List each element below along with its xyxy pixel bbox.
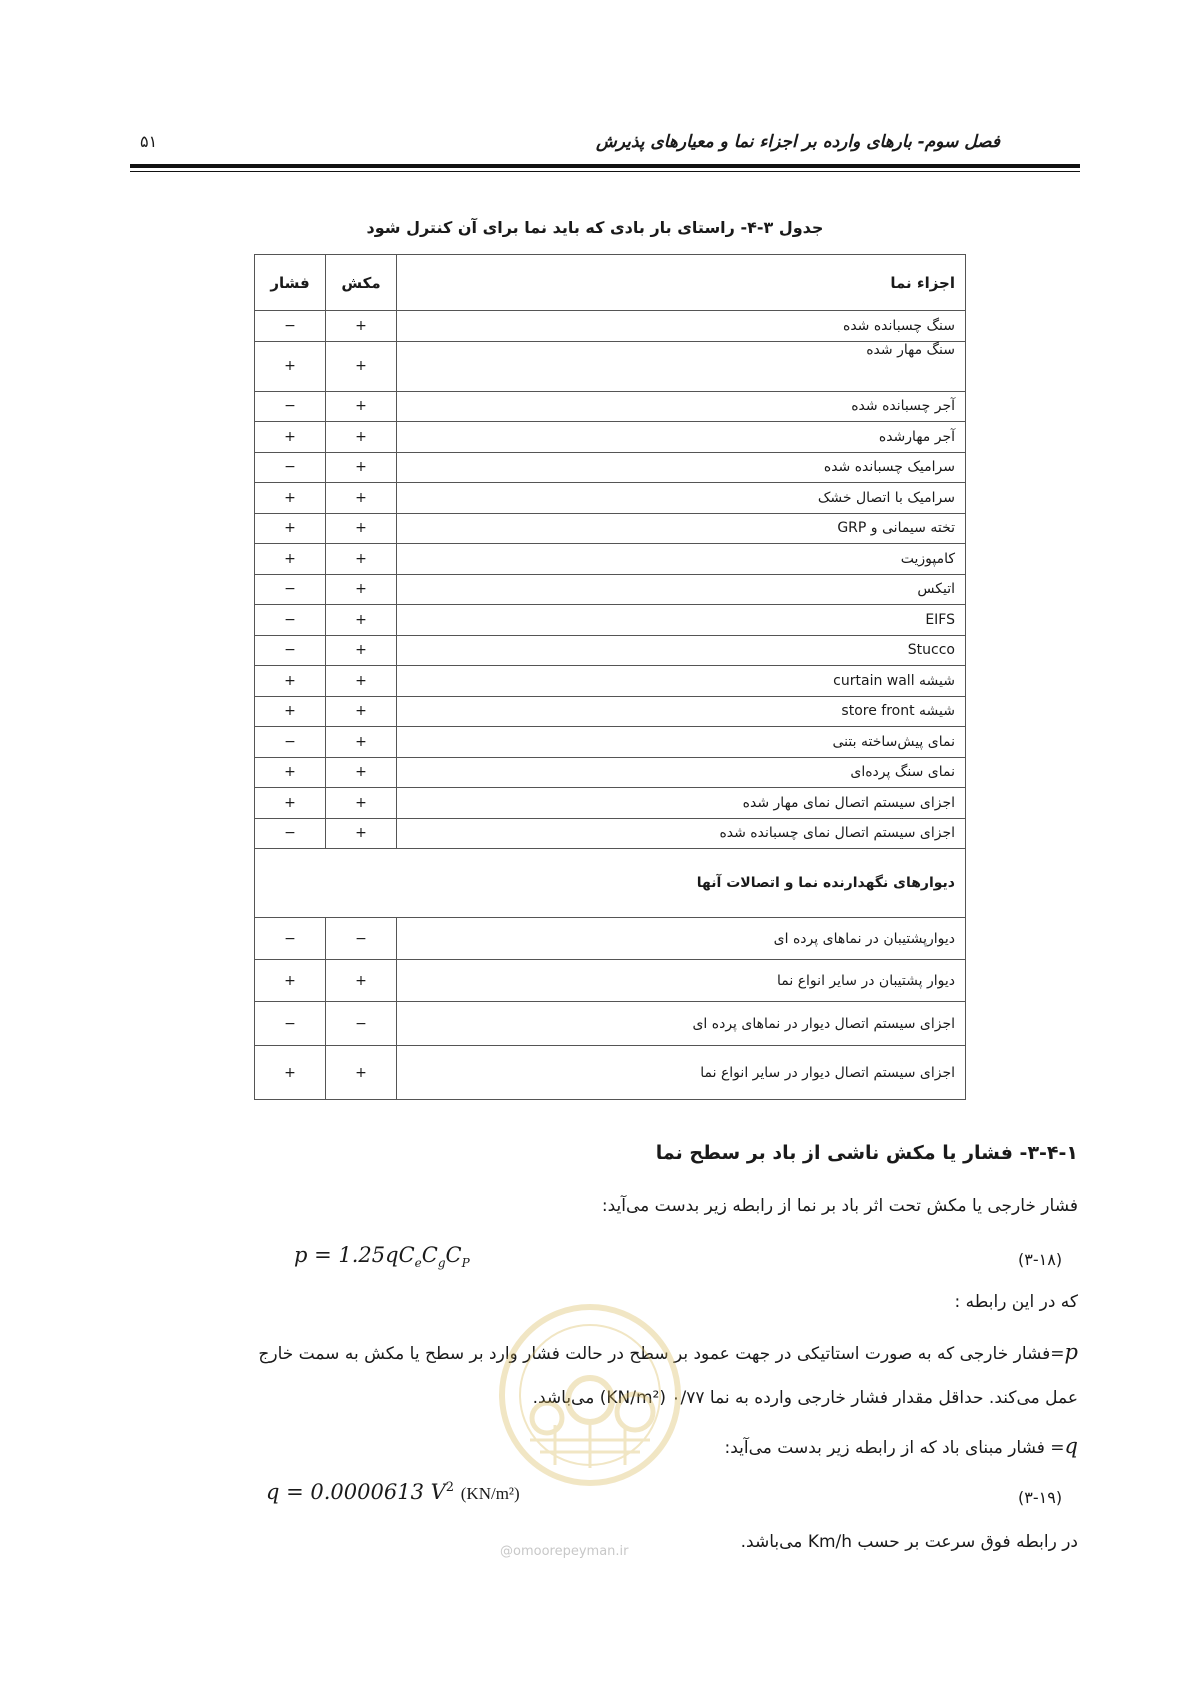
header-rule-thin [130,171,1080,172]
row-suction: + [326,483,397,514]
row-suction: + [326,452,397,483]
intro-text: فشار خارجی یا مکش تحت اثر باد بر نما از رابطه زیر بدست می‌آید: [601,1196,1078,1216]
equation-18-number: (۳-۱۸) [1018,1250,1063,1269]
table-header-row [255,255,966,311]
closing-text: در رابطه فوق سرعت بر حسب Km/h می‌باشد. [740,1532,1078,1552]
row-pressure: + [255,483,326,514]
eq2-exponent: 2 [445,1480,455,1495]
eq1-sub-e: e [414,1256,422,1271]
row-suction: + [326,757,397,788]
where-text: که در این رابطه : [954,1292,1078,1312]
row-pressure: + [255,757,326,788]
equation-19-number: (۳-۱۹) [1018,1488,1063,1507]
row-pressure: + [255,341,326,391]
row-suction: − [326,1002,397,1046]
page-number: ۵۱ [140,132,158,151]
section-heading: ۳-۴-۱- فشار یا مکش ناشی از باد بر سطح نما [655,1142,1078,1164]
p-definition-line2: عمل می‌کند. حداقل مقدار فشار خارجی وارده به نما ۰/۷۷ (KN/m²) می‌باشد. [532,1388,1078,1408]
p-symbol: p [1064,1340,1078,1364]
row-suction: + [326,666,397,697]
row-suction: + [326,960,397,1002]
row-pressure: − [255,635,326,666]
table-row [255,635,966,666]
table-row [255,341,966,391]
equation-19 [266,1480,520,1504]
row-component: اجزای سیستم اتصال نمای چسبانده شده [397,818,966,849]
row-suction: + [326,788,397,819]
row-suction: + [326,696,397,727]
eq2-lhs: q = 0.0000613 V [266,1480,446,1504]
table-caption: جدول ۳-۴- راستای بار بادی که باید نما برای آن کنترل شود [366,218,824,237]
row-pressure: − [255,574,326,605]
table-row [255,818,966,849]
row-pressure: + [255,666,326,697]
row-component: اجزای سیستم اتصال دیوار در سایر انواع نما [397,1046,966,1100]
q-symbol: q [1064,1434,1078,1458]
table-row [255,513,966,544]
row-suction: + [326,311,397,342]
section-title: دیوارهای نگهدارنده نما و اتصالات آنها [255,849,966,918]
row-component: سرامیک چسبانده شده [397,452,966,483]
header-rule-thick [130,164,1080,168]
table-row [255,391,966,422]
row-suction: + [326,818,397,849]
eq1-sub-p: P [461,1256,470,1271]
table-row [255,666,966,697]
row-suction: + [326,1046,397,1100]
row-component: اجزای سیستم اتصال دیوار در نماهای پرده ای [397,1002,966,1046]
row-suction: + [326,605,397,636]
table-row [255,605,966,636]
row-component: آجر چسبانده شده [397,391,966,422]
row-component: آجر مهارشده [397,422,966,453]
row-pressure: − [255,452,326,483]
row-pressure: − [255,918,326,960]
row-component: نمای سنگ پرده‌ای [397,757,966,788]
row-pressure: + [255,788,326,819]
row-component: سرامیک با اتصال خشک [397,483,966,514]
header-pressure: فشار [255,255,326,311]
row-suction: − [326,918,397,960]
p-definition-text: =فشار خارجی که به صورت استاتیکی در جهت عمود بر سطح در حالت فشار وارد بر سطح یا مکش به سمت خارج [258,1344,1065,1364]
table-row [255,544,966,575]
row-pressure: + [255,513,326,544]
header-component: اجزاء نما [397,255,966,311]
table-row [255,1046,966,1100]
facade-wind-table [254,254,966,1100]
header-suction: مکش [326,255,397,311]
row-pressure: + [255,544,326,575]
row-pressure: − [255,605,326,636]
eq1-c3: C [445,1243,462,1267]
row-component: نمای پیش‌ساخته بتنی [397,727,966,758]
eq2-unit: (KN/m²) [460,1484,520,1503]
watermark-seal-icon [485,1300,695,1490]
table-row [255,452,966,483]
q-definition [724,1434,1078,1458]
row-pressure: − [255,818,326,849]
row-component: دیوار پشتیبان در سایر انواع نما [397,960,966,1002]
row-pressure: − [255,727,326,758]
table-row [255,311,966,342]
table-row [255,918,966,960]
watermark-text: @omoorepeyman.ir [500,1544,629,1559]
table-row [255,727,966,758]
row-component: اجزای سیستم اتصال نمای مهار شده [397,788,966,819]
row-pressure: − [255,311,326,342]
row-component: شیشه store front [397,696,966,727]
table-row [255,422,966,453]
row-component: دیوارپشتیبان در نماهای پرده ای [397,918,966,960]
row-component: اتیکس [397,574,966,605]
row-component: تخته سیمانی و GRP [397,513,966,544]
table-row [255,574,966,605]
row-suction: + [326,544,397,575]
table-row [255,483,966,514]
row-pressure: + [255,1046,326,1100]
eq1-lhs: p = 1.25qC [294,1243,415,1267]
eq1-sub-g: g [437,1256,446,1271]
row-component: Stucco [397,635,966,666]
row-pressure: + [255,422,326,453]
row-component: سنگ مهار شده [397,341,966,391]
row-suction: + [326,635,397,666]
table-row [255,1002,966,1046]
row-component: EIFS [397,605,966,636]
row-suction: + [326,727,397,758]
row-suction: + [326,574,397,605]
row-suction: + [326,513,397,544]
equation-18 [294,1243,470,1270]
row-component: شیشه curtain wall [397,666,966,697]
table-row [255,960,966,1002]
table-row [255,788,966,819]
table-row [255,696,966,727]
table-section-row [255,849,966,918]
row-component: سنگ چسبانده شده [397,311,966,342]
row-pressure: + [255,960,326,1002]
table-body [255,311,966,1100]
row-suction: + [326,422,397,453]
row-suction: + [326,391,397,422]
row-pressure: + [255,696,326,727]
q-definition-text: = فشار مبنای باد که از رابطه زیر بدست می‌آید: [724,1438,1065,1458]
table-row [255,757,966,788]
row-pressure: − [255,1002,326,1046]
row-pressure: − [255,391,326,422]
eq1-c2: C [421,1243,438,1267]
row-component: کامپوزیت [397,544,966,575]
chapter-title: فصل سوم- بارهای وارده بر اجزاء نما و معیارهای پذیرش [596,132,1000,152]
row-suction: + [326,341,397,391]
